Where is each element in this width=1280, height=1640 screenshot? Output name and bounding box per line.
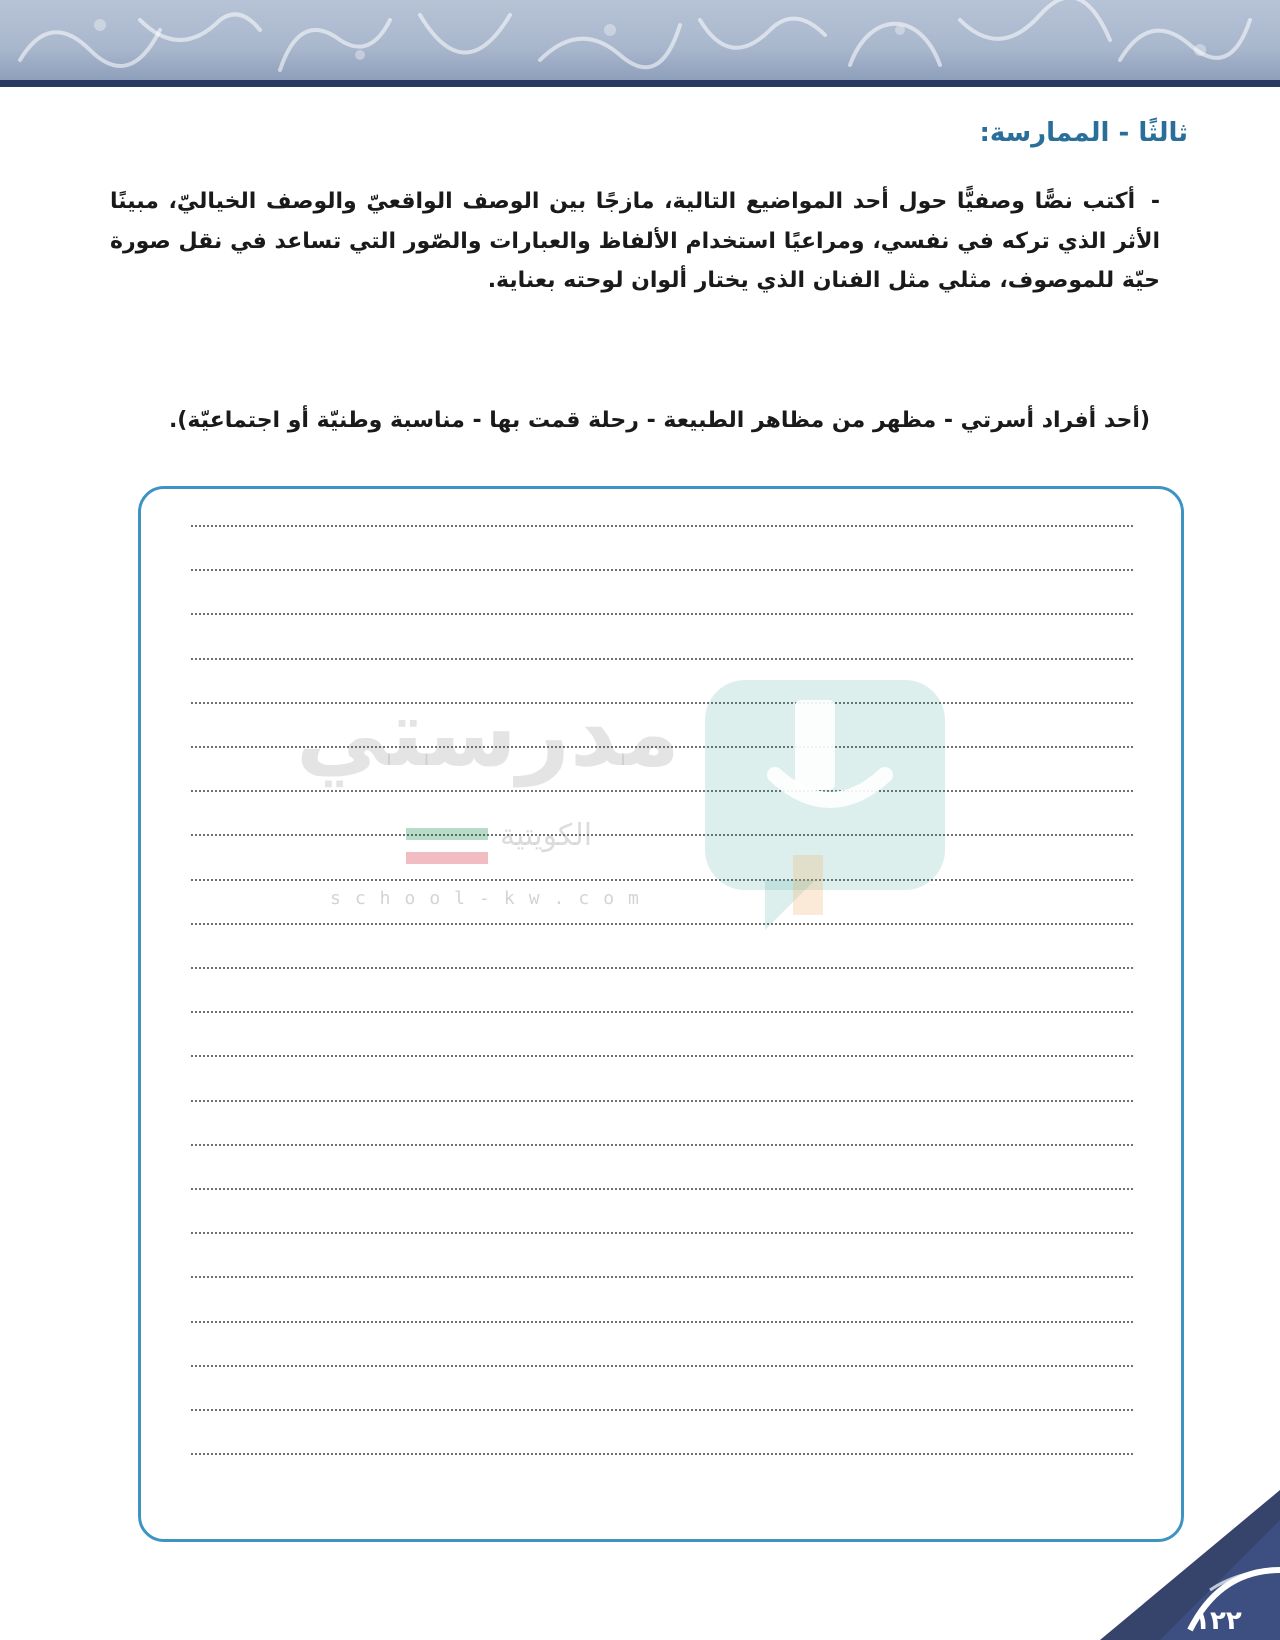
header-rule — [0, 80, 1280, 87]
calligraphy-pattern-icon — [0, 0, 1280, 80]
section-title: ثالثًا - الممارسة: — [979, 118, 1188, 148]
writing-line[interactable] — [191, 1232, 1133, 1234]
writing-line[interactable] — [191, 1453, 1133, 1455]
writing-line[interactable] — [191, 790, 1133, 792]
writing-line[interactable] — [191, 569, 1133, 571]
writing-line[interactable] — [191, 1144, 1133, 1146]
writing-line[interactable] — [191, 658, 1133, 660]
writing-line[interactable] — [191, 1100, 1133, 1102]
watermark-title: مدرستي — [295, 680, 680, 787]
writing-line[interactable] — [191, 746, 1133, 748]
writing-line[interactable] — [191, 1321, 1133, 1323]
watermark-url: school-kw.com — [330, 888, 653, 909]
writing-line[interactable] — [191, 1055, 1133, 1057]
writing-line[interactable] — [191, 1188, 1133, 1190]
writing-line[interactable] — [191, 834, 1133, 836]
writing-line[interactable] — [191, 1276, 1133, 1278]
writing-area[interactable] — [138, 486, 1184, 1542]
writing-line[interactable] — [191, 923, 1133, 925]
page-number: ١٢٢ — [1194, 1606, 1242, 1636]
writing-line[interactable] — [191, 1011, 1133, 1013]
writing-line[interactable] — [191, 967, 1133, 969]
instruction-text: أكتب نصًّا وصفيًّا حول أحد المواضيع التالية، مازجًا بين الوصف الواقعيّ والوصف الخياليّ، مبينًا الأثر الذي تركه في نفسي، ومراعيًا استخدام الألفاظ والعبارات والصّور التي تساعد في نقل صورة حيّة للموصوف، مثلي مثل الفنان الذي يختار ألوان لوحته بعناية. — [110, 189, 1160, 294]
writing-line[interactable] — [191, 879, 1133, 881]
instruction-dash: - — [1150, 189, 1160, 214]
watermark-subtitle: الكويتية — [500, 818, 593, 853]
topics-list: (أحد أفراد أسرتي - مظهر من مظاهر الطبيعة - رحلة قمت بها - مناسبة وطنيّة أو اجتماعيّة). — [168, 408, 1150, 433]
header-decor-band — [0, 0, 1280, 80]
instruction-paragraph — [110, 182, 1160, 301]
writing-line[interactable] — [191, 702, 1133, 704]
writing-line[interactable] — [191, 613, 1133, 615]
writing-line[interactable] — [191, 1409, 1133, 1411]
writing-line[interactable] — [191, 1365, 1133, 1367]
writing-line[interactable] — [191, 525, 1133, 527]
